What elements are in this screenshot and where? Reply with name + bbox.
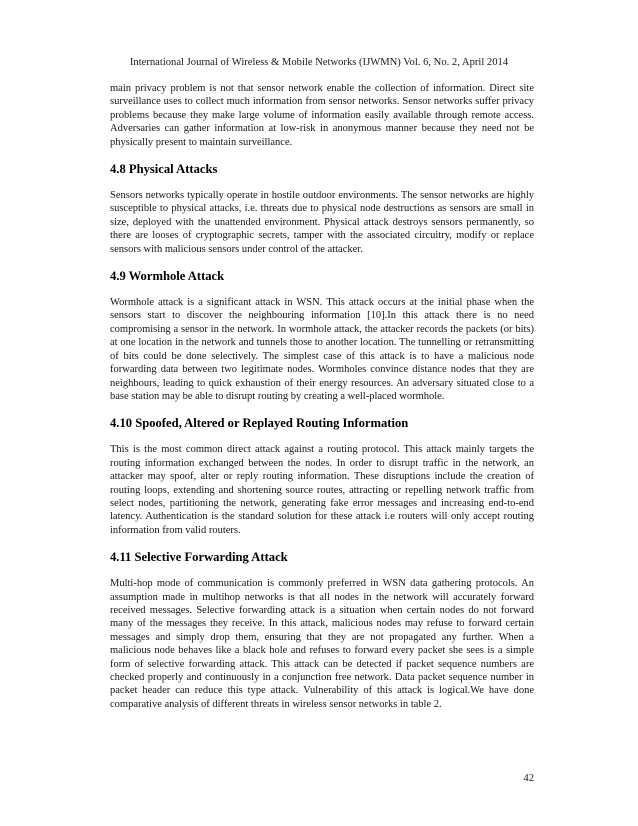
- intro-paragraph: main privacy problem is not that sensor network enable the collection of information. Direct site surveillance uses to collect much information from sensor networks. Sensor networks suffer privacy problems because they make large volume of information easily available through remote access. Adversaries can gather information at low-risk in anonymous manner because they need not be physically present to maintain surveillance.: [110, 83, 534, 148]
- section-heading-wormhole-attack: 4.9 Wormhole Attack: [110, 269, 225, 284]
- section-paragraph-selective-forwarding: Multi-hop mode of communication is commonly preferred in WSN data gathering protocols. An assumption made in multihop networks is that all nodes in the network will accurately forward received messages. Selective forwarding attack is a situation when certain nodes do not forward many of the messages they receive. In this attack, malicious nodes may refuse to forward certain messages and simply drop them, ensuring that they are not propagated any further. When a malicious node behaves like a black hole and refuses to forward every packet she sees is a simple form of selective forwarding attack. This attack can be detected if packet sequence numbers are checked properly and continuously in a conjunction free network. Data packet sequence number in packet header can reduce this type attack. Vulnerability of this attack is logical.We have done comparative analysis of different threats in wireless sensor networks in table 2.: [110, 578, 534, 710]
- page-body: [110, 82, 534, 711]
- section-paragraph-wormhole-attack: Wormhole attack is a significant attack in WSN. This attack occurs at the initial phase when the sensors start to discover the neighbouring information [10].In this attack there is no need compromising a sensor in the network. In wormhole attack, the attacker records the packets (or bits) at one location in the network and tunnels those to another location. The tunnelling or retransmitting of bits could be done selectively. The simplest case of this attack is to have a malicious node forwarding data between two legitimate nodes. Wormholes convince distance nodes that they are neighbours, leading to quick exhaustion of their energy resources. An adversary situated close to a base station may be able to disrupt routing by creating a well-placed wormhole.: [110, 297, 534, 402]
- section-heading-selective-forwarding: 4.11 Selective Forwarding Attack: [110, 550, 288, 565]
- section-paragraph-spoofed-routing: This is the most common direct attack against a routing protocol. This attack mainly targets the routing information exchanged between the nodes. In order to disrupt traffic in the network, an attacker may spoof, alter or reply routing information. These disruptions include the creation of routing loops, extending and shortening source routes, attracting or repelling network traffic from select nodes, partitioning the network, generating fake error messages and increasing end-to-end latency. Authentication is the standard solution for these attack i.e routers will only accept routing information from valid routers.: [110, 444, 534, 536]
- section-paragraph-physical-attacks: Sensors networks typically operate in hostile outdoor environments. The sensor networks are highly susceptible to physical attacks, i.e. threats due to physical node destructions as sensors are small in size, deployed with the unattended environment. Physical attack destroys sensors permanently, so there are looses of cryptographic secrets, tamper with the associated circuitry, modify or replace sensors with malicious sensors under control of the attacker.: [110, 190, 534, 255]
- page-number: 42: [523, 773, 534, 784]
- running-header: International Journal of Wireless & Mobile Networks (IJWMN) Vol. 6, No. 2, April 2014: [129, 57, 509, 68]
- section-heading-spoofed-routing: 4.10 Spoofed, Altered or Replayed Routing Information: [110, 416, 409, 431]
- section-heading-physical-attacks: 4.8 Physical Attacks: [110, 162, 218, 177]
